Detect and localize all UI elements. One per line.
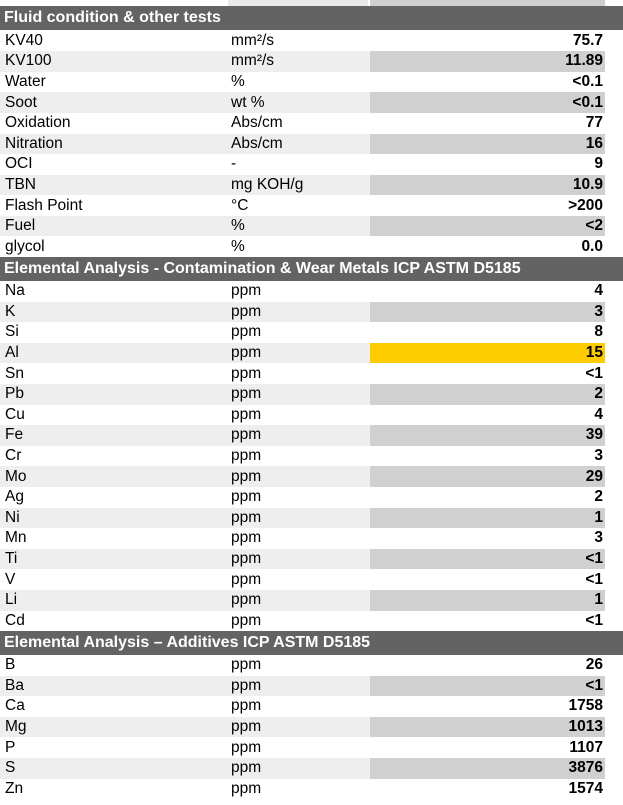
parameter-unit: ppm bbox=[228, 508, 370, 529]
section-header-2: Elemental Analysis - Contamination & Wear Metals ICP ASTM D5185 bbox=[0, 257, 623, 281]
parameter-value: <0.1 bbox=[572, 72, 603, 90]
parameter-unit: ppm bbox=[231, 364, 262, 382]
table-row-kv100 bbox=[0, 51, 623, 72]
parameter-value: >200 bbox=[568, 196, 603, 214]
parameter-unit: ppm bbox=[231, 405, 262, 423]
section-header-3: Elemental Analysis – Additives ICP ASTM D5185 bbox=[0, 631, 623, 655]
parameter-name: Ni bbox=[0, 508, 228, 529]
parameter-value: 2 bbox=[594, 488, 603, 506]
parameter-name: Al bbox=[0, 343, 228, 364]
parameter-name: Ti bbox=[0, 549, 228, 570]
parameter-unit: ppm bbox=[228, 717, 370, 738]
parameter-name: K bbox=[0, 302, 228, 323]
parameter-value: 10.9 bbox=[370, 175, 605, 196]
parameter-value: 1574 bbox=[568, 779, 603, 797]
table-row-cd bbox=[0, 611, 623, 632]
table-row-mo bbox=[0, 466, 623, 487]
parameter-name: Cd bbox=[5, 611, 25, 629]
parameter-name: Mo bbox=[0, 466, 228, 487]
parameter-unit: ppm bbox=[228, 676, 370, 697]
parameter-name: Ag bbox=[5, 488, 24, 506]
parameter-name: Cu bbox=[5, 405, 25, 423]
parameter-unit: ppm bbox=[231, 738, 262, 756]
parameter-name: Li bbox=[0, 590, 228, 611]
table-row-oci bbox=[0, 154, 623, 175]
parameter-name: Si bbox=[5, 323, 19, 341]
parameter-value: 1 bbox=[370, 590, 605, 611]
table-row-li bbox=[0, 590, 623, 611]
parameter-unit: ppm bbox=[231, 529, 262, 547]
parameter-unit: ppm bbox=[228, 466, 370, 487]
parameter-value: 75.7 bbox=[572, 31, 603, 49]
table-row-na bbox=[0, 281, 623, 302]
table-row-soot bbox=[0, 92, 623, 113]
parameter-value: <1 bbox=[370, 549, 605, 570]
table-row-oxidation bbox=[0, 113, 623, 134]
parameter-unit: ppm bbox=[228, 590, 370, 611]
table-row-fuel bbox=[0, 216, 623, 237]
parameter-value: 4 bbox=[594, 282, 603, 300]
table-row-glycol bbox=[0, 237, 623, 258]
parameter-name: Na bbox=[5, 282, 25, 300]
table-row-fe bbox=[0, 425, 623, 446]
parameter-value: <1 bbox=[370, 676, 605, 697]
parameter-name: V bbox=[5, 570, 16, 588]
parameter-name: OCI bbox=[5, 155, 33, 173]
table-row-mg bbox=[0, 717, 623, 738]
table-row-ca bbox=[0, 696, 623, 717]
table-row-mn bbox=[0, 528, 623, 549]
parameter-name: Mg bbox=[0, 717, 228, 738]
parameter-name: Ba bbox=[0, 676, 228, 697]
parameter-unit: ppm bbox=[231, 323, 262, 341]
table-row-sn bbox=[0, 363, 623, 384]
parameter-value: 3 bbox=[370, 302, 605, 323]
parameter-unit: ppm bbox=[231, 282, 262, 300]
parameter-value: <1 bbox=[585, 611, 603, 629]
table-row-cu bbox=[0, 405, 623, 426]
parameter-unit: wt % bbox=[228, 92, 370, 113]
parameter-name: Fuel bbox=[0, 216, 228, 237]
parameter-name: P bbox=[5, 738, 16, 756]
parameter-value: 0.0 bbox=[581, 237, 603, 255]
parameter-unit: mg KOH/g bbox=[228, 175, 370, 196]
parameter-unit: mm²/s bbox=[228, 51, 370, 72]
parameter-unit: ppm bbox=[231, 570, 262, 588]
parameter-unit: mm²/s bbox=[231, 31, 275, 49]
parameter-value: <1 bbox=[585, 570, 603, 588]
parameter-name: S bbox=[0, 758, 228, 779]
parameter-unit: ppm bbox=[228, 549, 370, 570]
parameter-unit: ppm bbox=[228, 384, 370, 405]
table-row-ni bbox=[0, 508, 623, 529]
parameter-unit: ppm bbox=[228, 425, 370, 446]
table-row-nitration bbox=[0, 134, 623, 155]
parameter-name: Cr bbox=[5, 447, 22, 465]
parameter-value: 3 bbox=[594, 529, 603, 547]
table-row-v bbox=[0, 569, 623, 590]
parameter-unit: ppm bbox=[228, 758, 370, 779]
parameter-value: <1 bbox=[585, 364, 603, 382]
parameter-name: Fe bbox=[0, 425, 228, 446]
table-row-b bbox=[0, 655, 623, 676]
parameter-value: 2 bbox=[370, 384, 605, 405]
parameter-unit: °C bbox=[231, 196, 249, 214]
table-row-pb bbox=[0, 384, 623, 405]
parameter-value: 1758 bbox=[568, 697, 603, 715]
table-row-ti bbox=[0, 549, 623, 570]
table-row-tbn bbox=[0, 175, 623, 196]
parameter-unit: ppm bbox=[231, 779, 262, 797]
parameter-unit: % bbox=[231, 72, 245, 90]
table-row-kv40 bbox=[0, 31, 623, 52]
parameter-unit: ppm bbox=[231, 488, 262, 506]
parameter-value: 4 bbox=[594, 405, 603, 423]
table-row-zn bbox=[0, 779, 623, 800]
parameter-unit: ppm bbox=[231, 611, 262, 629]
parameter-name: Sn bbox=[5, 364, 24, 382]
parameter-value: 29 bbox=[370, 466, 605, 487]
parameter-unit: % bbox=[228, 216, 370, 237]
parameter-value: 39 bbox=[370, 425, 605, 446]
parameter-unit: ppm bbox=[228, 343, 370, 364]
parameter-name: B bbox=[5, 656, 16, 674]
parameter-unit: Abs/cm bbox=[228, 134, 370, 155]
parameter-value: 9 bbox=[594, 155, 603, 173]
parameter-unit: ppm bbox=[231, 697, 262, 715]
parameter-name: glycol bbox=[5, 237, 45, 255]
table-row-si bbox=[0, 322, 623, 343]
parameter-value: 1013 bbox=[370, 717, 605, 738]
parameter-value: 11.89 bbox=[370, 51, 605, 72]
parameter-name: Water bbox=[5, 72, 46, 90]
parameter-unit: Abs/cm bbox=[231, 114, 283, 132]
parameter-name: Zn bbox=[5, 779, 24, 797]
parameter-value: 3876 bbox=[370, 758, 605, 779]
table-row-water bbox=[0, 72, 623, 93]
parameter-value: 77 bbox=[585, 114, 603, 132]
parameter-name: KV40 bbox=[5, 31, 43, 49]
table-row-s bbox=[0, 758, 623, 779]
parameter-unit: ppm bbox=[231, 447, 262, 465]
parameter-name: TBN bbox=[0, 175, 228, 196]
parameter-name: Nitration bbox=[0, 134, 228, 155]
parameter-unit: ppm bbox=[231, 656, 262, 674]
parameter-name: Pb bbox=[0, 384, 228, 405]
parameter-value: <0.1 bbox=[370, 92, 605, 113]
table-row-k bbox=[0, 302, 623, 323]
parameter-name: Flash Point bbox=[5, 196, 83, 214]
parameter-name: KV100 bbox=[0, 51, 228, 72]
parameter-unit: - bbox=[231, 155, 237, 173]
parameter-value: 1107 bbox=[569, 738, 603, 756]
parameter-unit: % bbox=[231, 237, 245, 255]
parameter-value: <2 bbox=[370, 216, 605, 237]
table-row-flash-point bbox=[0, 195, 623, 216]
parameter-value: 16 bbox=[370, 134, 605, 155]
parameter-value: 1 bbox=[370, 508, 605, 529]
table-row-al bbox=[0, 343, 623, 364]
table-row-ba bbox=[0, 676, 623, 697]
parameter-name: Ca bbox=[5, 697, 25, 715]
parameter-value: 26 bbox=[585, 656, 603, 674]
table-row-ag bbox=[0, 487, 623, 508]
section-header-1: Fluid condition & other tests bbox=[0, 6, 623, 30]
parameter-unit: ppm bbox=[228, 302, 370, 323]
parameter-name: Mn bbox=[5, 529, 27, 547]
parameter-name: Oxidation bbox=[5, 114, 71, 132]
parameter-value-warning: 15 bbox=[370, 343, 605, 364]
table-row-p bbox=[0, 737, 623, 758]
parameter-name: Soot bbox=[0, 92, 228, 113]
table-row-cr bbox=[0, 446, 623, 467]
parameter-value: 8 bbox=[594, 323, 603, 341]
parameter-value: 3 bbox=[594, 447, 603, 465]
